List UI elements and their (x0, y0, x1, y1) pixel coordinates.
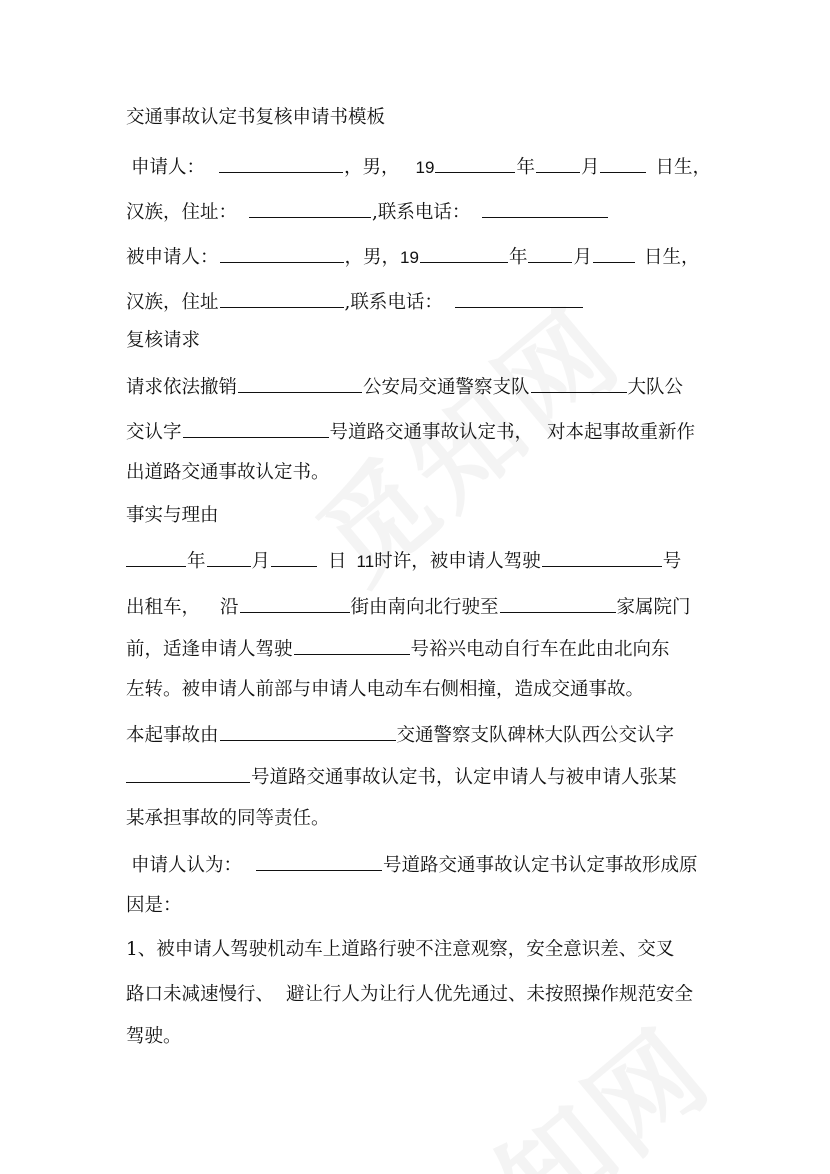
facts-line-3: 前，适逢申请人驾驶 号裕兴电动自行车在此由北向东 (126, 635, 716, 663)
facts-p3-line-2: 因是： (126, 895, 182, 916)
ebike-plate-blank[interactable] (294, 635, 410, 655)
applicant-line: 申请人： ，男， 19 年 月 日生， (131, 153, 721, 181)
respondent-name-blank[interactable] (220, 243, 344, 263)
certificate-number-blank[interactable] (183, 418, 329, 438)
respondent-day-blank[interactable] (593, 243, 635, 263)
applicant-day-blank[interactable] (600, 153, 646, 173)
request-line-3: 出道路交通事故认定书。 (126, 462, 330, 483)
applicant-month-blank[interactable] (536, 153, 580, 173)
watermark (370, 987, 738, 1174)
compound-blank[interactable] (500, 593, 616, 613)
reason-item-1-line-1: 1、被申请人驾驶机动车上道路行驶不注意观察，安全意识差、交叉 (126, 939, 675, 960)
applicant-address-blank[interactable] (249, 198, 371, 218)
facts-p3-line-1: 申请人认为： 号道路交通事故认定书认定事故形成原 (131, 851, 721, 879)
reason-item-1-line-3: 驾驶。 (126, 1026, 182, 1047)
document-title: 交通事故认定书复核申请书模板 (126, 107, 386, 128)
facts-line-1: 年 月 日 11时许，被申请人驾驶 号 (126, 547, 716, 575)
accident-month-blank[interactable] (207, 547, 251, 567)
facts-line-4: 左转。被申请人前部与申请人电动车右侧相撞，造成交通事故。 (126, 679, 645, 700)
applicant-name-blank[interactable] (219, 153, 343, 173)
applicant-year-blank[interactable] (435, 153, 515, 173)
request-line-1: 请求依法撤销 公安局交通警察支队 大队公 (126, 373, 716, 401)
city-blank[interactable] (238, 373, 362, 393)
facts-line-2: 出租车， 沿 街由南向北行驶至 家属院门 (126, 593, 716, 621)
respondent-month-blank[interactable] (528, 243, 572, 263)
facts-p2-line-2: 号道路交通事故认定书，认定申请人与被申请人张某 (126, 763, 716, 791)
request-line-2: 交认字 号道路交通事故认定书， 对本起事故重新作 (126, 418, 716, 446)
respondent-year-blank[interactable] (420, 243, 508, 263)
certificate-number-blank-2[interactable] (126, 763, 250, 783)
applicant-address-line: 汉族，住址： ,联系电话： (126, 198, 716, 226)
street-blank[interactable] (240, 593, 350, 613)
police-unit-blank[interactable] (220, 721, 396, 741)
brigade-blank[interactable] (531, 373, 627, 393)
respondent-address-blank[interactable] (220, 288, 344, 308)
section-heading-request: 复核请求 (126, 330, 201, 351)
respondent-phone-blank[interactable] (455, 288, 583, 308)
vehicle-plate-blank[interactable] (542, 547, 662, 567)
accident-day-blank[interactable] (271, 547, 317, 567)
applicant-phone-blank[interactable] (482, 198, 608, 218)
facts-p2-line-3: 某承担事故的同等责任。 (126, 808, 330, 829)
respondent-line: 被申请人： ，男，19 年 月 日生， (126, 243, 716, 271)
certificate-number-blank-3[interactable] (256, 851, 382, 871)
accident-year-blank[interactable] (126, 547, 186, 567)
respondent-address-line: 汉族，住址 ,联系电话： (126, 288, 716, 316)
section-heading-facts: 事实与理由 (126, 505, 219, 526)
reason-item-1-line-2: 路口未减速慢行、 避让行人为让行人优先通过、未按照操作规范安全 (126, 984, 694, 1005)
facts-p2-line-1: 本起事故由 交通警察支队碑林大队西公交认字 (126, 721, 716, 749)
